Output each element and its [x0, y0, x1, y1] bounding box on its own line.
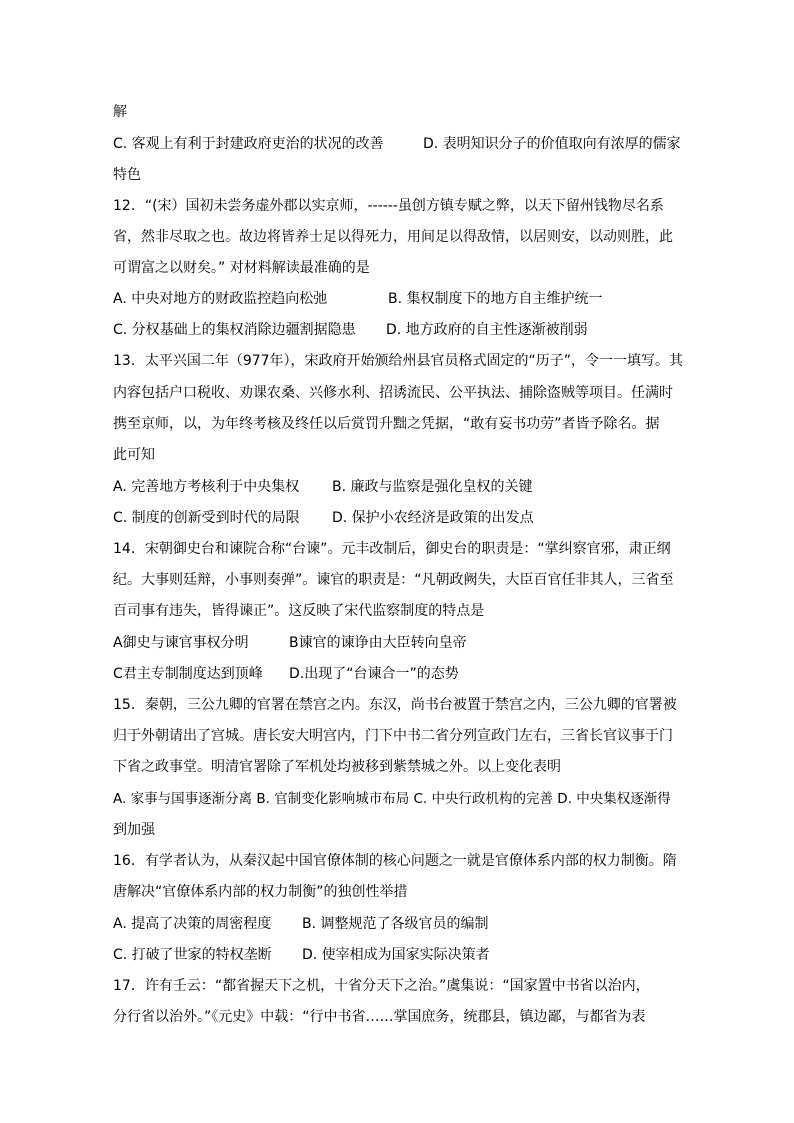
option-d: D. 使宰相成为国家实际决策者 [302, 947, 490, 963]
text-line: 下省之政事堂。明清官署除了军机处均被移到紫禁城之外。以上变化表明 [113, 759, 561, 775]
option-a: A. 提高了决策的周密程度 [113, 916, 272, 932]
text-line: 此可知 [113, 447, 155, 463]
option-c: C. 打破了世家的特权垄断 [113, 947, 272, 963]
option-b: B. 集权制度下的地方自主维护统一 [388, 291, 603, 307]
question-12: 12．“(宋）国初未尝务虚外郡以实京师，------虽创方镇专赋之弊，以天下留州钱物尽名系 [113, 198, 664, 214]
question-13: 13．太平兴国二年（977年），宋政府开始颁给州县官员格式固定的“历子”，令一一填写。其 [113, 353, 684, 369]
question-17: 17．许有壬云：“都省握天下之机，十省分天下之治。”虞集说：“国家置中书省以治内， [113, 978, 650, 994]
option-c: C. 分权基础上的集权消除边疆割据隐患 [113, 322, 356, 338]
question-15: 15．秦朝，三公九卿的官署在禁宫之内。东汉，尚书台被置于禁宫之内，三公九卿的官署被 [113, 697, 677, 713]
text-line: 可谓富之以财矣。” 对材料解读最准确的是 [113, 260, 370, 276]
option-a: A. 中央对地方的财政监控趋向松弛 [113, 291, 328, 307]
text-line: 唐解决“官僚体系内部的权力制衡”的独创性举措 [113, 884, 408, 900]
option-b: B谏官的谏诤由大臣转向皇帝 [289, 635, 467, 651]
option-a: A. 完善地方考核利于中央集权 [113, 479, 300, 495]
option-c: C君主专制制度达到顶峰 [113, 666, 263, 682]
option-a: A御史与谏官事权分明 [113, 635, 249, 651]
text-line: 百司事有违失，皆得谏正”。这反映了宋代监察制度的特点是 [113, 603, 485, 619]
text-line: 特色 [113, 167, 141, 183]
text-line: 携至京师，以，为年终考核及终任以后赏罚升黜之凭据，“敢有妄书功劳”者皆予除名。据 [113, 416, 660, 432]
option-b: B. 调整规范了各级官员的编制 [302, 916, 489, 932]
text-line: 内容包括户口税收、劝课农桑、兴修水利、招诱流民、公平执法、捕除盗贼等项目。任满时 [113, 385, 673, 401]
text-line: 解 [113, 104, 127, 120]
option-d: D.出现了“台谏合一”的态势 [289, 666, 459, 682]
question-16: 16．有学者认为，从秦汉起中国官僚体制的核心问题之一就是官僚体系内部的权力制衡。隋 [113, 853, 677, 869]
option-d: D. 地方政府的自主性逐渐被削弱 [386, 322, 588, 338]
text-line: 归于外朝请出了宫城。唐长安大明宫内，门下中书二省分列宣政门左右，三省长官议事于门 [113, 728, 673, 744]
question-14: 14．宋朝御史台和谏院合称“台谏”。元丰改制后，御史台的职责是：“掌纠察官邪，肃正纲 [113, 541, 671, 557]
text-line: 分行省以治外。”《元史》中载：“行中书省……掌国庶务，统郡县，镇边鄙，与都省为表 [113, 1009, 646, 1025]
text-line: 到加强 [113, 822, 155, 838]
option-d: D. 表明知识分子的价值取向有浓厚的儒家 [423, 136, 681, 152]
options-abcd: A. 家事与国事逐渐分离 B. 官制变化影响城市布局 C. 中央行政机构的完善 D. 中央集权逐渐得 [113, 791, 671, 807]
text-line: 省，然非尽取之也。故边将皆养士足以得死力，用间足以得敌情，以居则安，以动则胜，此 [113, 229, 673, 245]
option-b: B. 廉政与监察是强化皇权的关键 [332, 479, 533, 495]
option-c: C. 制度的创新受到时代的局限 [113, 510, 300, 526]
text-line: 纪。大事则廷辩，小事则奏弹”。谏官的职责是：“凡朝政阙失，大臣百官任非其人，三省至 [113, 572, 674, 588]
option-d: D. 保护小农经济是政策的出发点 [332, 510, 534, 526]
option-c: C. 客观上有利于封建政府吏治的状况的改善 [113, 136, 384, 152]
